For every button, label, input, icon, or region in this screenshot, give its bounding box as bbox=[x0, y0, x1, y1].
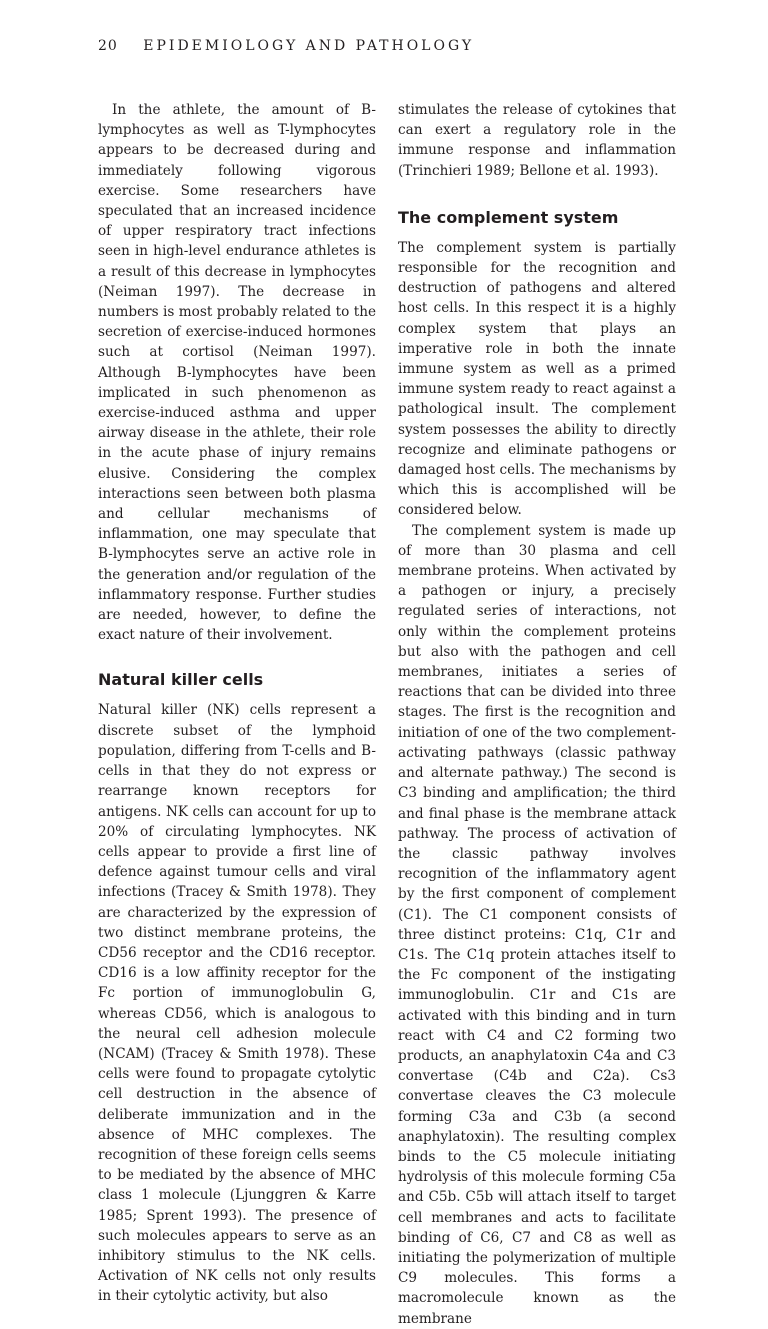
page-number: 20 bbox=[98, 38, 118, 54]
paragraph-complement-intro: The complement system is partially responsible for the recognition and destruction of pathogens and altered host cells. In this respect it is a highly complex system that plays an imperative role in both the innate immune system as well as a primed immune system ready to react against a pathological insult. The complement system possesses the ability to directly recognize and eliminate pathogens or damaged host cells. The mechanisms by which this is accomplished will be considered below. bbox=[398, 239, 676, 519]
paragraph-nk-cells: Natural killer (NK) cells represent a discrete subset of the lymphoid population, differing from T-cells and B-cells in that they do not express or rearrange known receptors for antigens. NK cells can account for up to 20% of circulating lymphocytes. NK cells appear to provide a first line of defence against tumour cells and viral infections (Tracey & Smith 1978). They are characterized by the expression of two distinct membrane proteins, the CD56 receptor and the CD16 receptor. CD16 is a low affinity receptor for the Fc portion of immunoglobulin G, whereas CD56, which is analogous to the neural cell adhesion molecule (NCAM) (Tracey & Smith 1978). These cells were found to propagate cytolytic cell destruction in the absence of deliberate immunization and in the absence of MHC complexes. The recognition of these foreign cells seems to be mediated by the absence of MHC class 1 molecule (Ljunggren & Karre 1985; Sprent 1993). The presence of such molecules appears to serve as an inhibitory stimulus to the NK cells. Activation of NK cells not only results in their cytolytic activity, but also bbox=[98, 702, 376, 1305]
paragraph-continued: stimulates the release of cytokines that can exert a regulatory role in the immune response and inflammation (Trinchieri 1989; Bellone et al. 1993). bbox=[398, 102, 676, 179]
paragraph-complement-stages: The complement system is made up of more than 30 plasma and cell membrane proteins. When activated by a pathogen or injury, a precisely regulated series of interactions, not only within the complement proteins but also with the pathogen and cell membranes, initiates a series of reactions that can be divided into three stages. The first is the recognition and initiation of one of the two complement-activating pathways (classic pathway and alternate pathway.) The second is C3 binding and amplification; the third and final phase is the membrane attack pathway. The process of activation of the classic pathway involves recognition of the inflammatory agent by the first component of complement (C1). The C1 component consists of three distinct proteins: C1q, C1r and C1s. The C1q protein attaches itself to the Fc component of the instigating immunoglobulin. C1r and C1s are activated with this binding and in turn react with C4 and C2 forming two products, an anaphylatoxin C4a and C3 convertase (C4b and C2a). Cs3 convertase cleaves the C3 molecule forming C3a and C3b (a second anaphylatoxin). The resulting complex binds to the C5 molecule initiating hydrolysis of this molecule forming C5a and C5b. C5b will attach itself to target cell membranes and acts to facilitate binding of C6, C7 and C8 as well as initiating the polymerization of multiple C9 molecules. This forms a macromolecule known as the membrane bbox=[398, 522, 676, 1327]
heading-natural-killer-cells: Natural killer cells bbox=[98, 670, 264, 690]
left-column bbox=[98, 100, 376, 1307]
paragraph-b-lymphocytes: In the athlete, the amount of B-lymphocytes as well as T-lymphocytes appears to be decreased during and immediately following vigorous exercise. Some researchers have speculated that an increased incidence of upper respiratory tract infections seen in high-level endurance athletes is a result of this decrease in lymphocytes (Neiman 1997). The decrease in numbers is most probably related to the secretion of exercise-induced hormones such at cortisol (Neiman 1997). Although B-lymphocytes have been implicated in such phenomenon as exercise-induced asthma and upper airway disease in the athlete, their role in the acute phase of injury remains elusive. Considering the complex interactions seen between both plasma and cellular mechanisms of inflammation, one may speculate that B-lymphocytes serve an active role in the generation and/or regulation of the inflammatory response. Further studies are needed, however, to define the exact nature of their involvement. bbox=[98, 102, 376, 644]
running-header bbox=[98, 38, 698, 54]
running-title: EPIDEMIOLOGY AND PATHOLOGY bbox=[143, 38, 475, 54]
heading-complement-system: The complement system bbox=[398, 207, 619, 227]
right-column bbox=[398, 100, 676, 1329]
